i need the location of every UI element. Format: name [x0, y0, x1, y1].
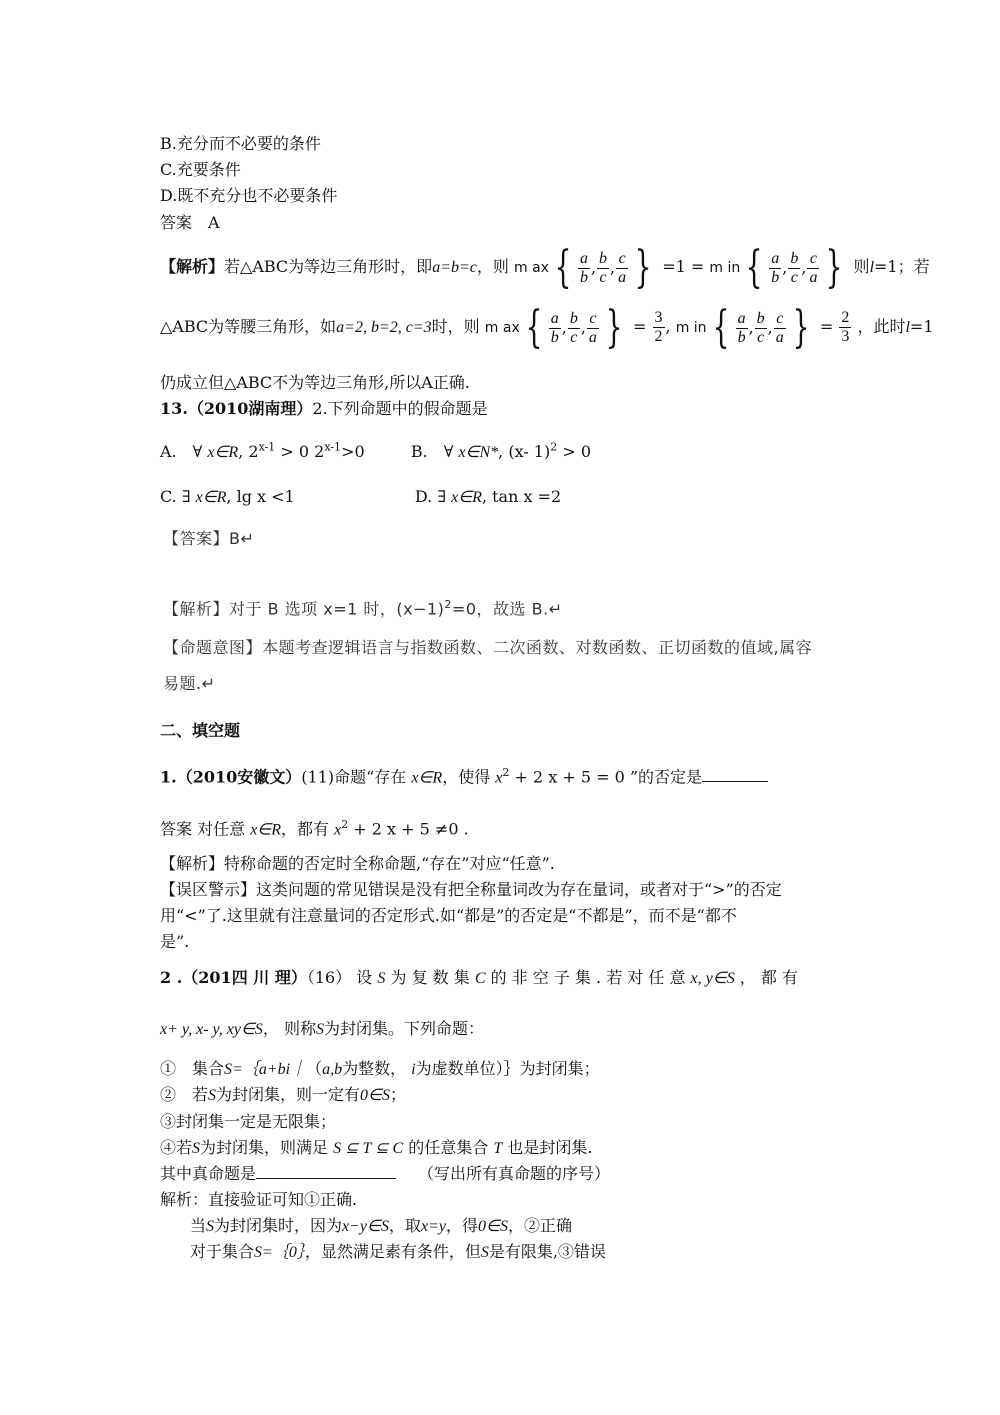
- min-expression: m in { $\frac{a}{b}$ , $\frac{b}{c}$ , $\frac{c}{a}$ }: [709, 242, 843, 293]
- analysis-line-1: 【解析】若△ABC为等边三角形时，即a=b=c，则 m ax { $\frac{a}{b}$ , $\frac{b}{c}$ , $\frac{c}{a}$ } =1 = m in { $\frac{a}{b}$ , $\frac{b}{c}$ , $\frac{c}{a}$ } 则l=1；若: [160, 242, 930, 293]
- max-expression-2: m ax { $\frac{a}{b}$ , $\frac{b}{c}$ , $\frac{c}{a}$ }: [484, 302, 623, 353]
- q13-option-c: C. ∃ x∈R, lg x <1: [160, 487, 295, 506]
- min-expression-2: m in { $\frac{a}{b}$ , $\frac{b}{c}$ , $\frac{c}{a}$ }: [675, 302, 810, 353]
- fill1-answer: 答案 对任意 x∈R，都有 $x^2 + 2$ x + 5 ≠0 .: [160, 818, 469, 839]
- fill2-line2: x+ y, x- y, xy∈S， 则称S为封闭集。下列命题：: [160, 1019, 485, 1038]
- fill2-prop-4: ④若S为封闭集，则满足 S ⊆ T ⊆ C 的任意集合 T 也是封闭集.: [160, 1138, 593, 1157]
- fill2-true-props: 其中真命题是 （写出所有真命题的序号）: [160, 1164, 611, 1183]
- q13-option-d: D. ∃ x∈R, tan x =2: [414, 487, 562, 506]
- max-expression: m ax { $\frac{a}{b}$ , $\frac{b}{c}$ , $\frac{c}{a}$ }: [514, 242, 652, 293]
- fill1-warn-2: 用“<”了.这里就有注意量词的否定形式.如“都是”的否定是“不都是”，而不是“都不: [160, 906, 737, 925]
- answer-line: 答案 A: [160, 213, 220, 232]
- fill2-prop-1: ① 集合S=｛a+bi｜（a,b为整数， i为虚数单位）｝为封闭集；: [160, 1059, 600, 1078]
- q13-options-cd: [160, 486, 561, 509]
- option-d: D.既不充分也不必要条件: [160, 186, 338, 205]
- q13-option-b: B. ∀ x∈N*, (x- 1)$^2$ > 0: [410, 441, 591, 462]
- q13-stem: 13.（2010湖南理）2.下列命题中的假命题是: [160, 399, 488, 418]
- fill2-solution-2: 当S为封闭集时，因为x−y∈S，取x=y，得0∈S，②正确: [190, 1216, 572, 1235]
- q13-options-ab: [160, 437, 591, 464]
- option-c: C.充要条件: [160, 160, 241, 179]
- fill2-solution-3: 对于集合S=｛0｝，显然满足素有条件，但S是有限集,③错误: [190, 1242, 606, 1261]
- analysis-line-3: 仍成立但△ABC不为等边三角形,所以A正确.: [160, 373, 470, 392]
- fill1-warn-3: 是”.: [160, 932, 190, 951]
- fill2-prop-3: ③封闭集一定是无限集；: [160, 1112, 337, 1131]
- fill1-stem: 1.（2010安徽文）(11)命题“存在 x∈R，使得 $x^2 + 2$ x + 5 = 0 ”的否定是: [160, 762, 768, 789]
- q13-intent-1: 【命题意图】本题考查逻辑语言与指数函数、二次函数、对数函数、正切函数的值域,属容: [163, 638, 813, 657]
- q13-analysis: 【解析】对于 B 选项 x=1 时，$(x-1)^2=0$，故选 B.↵: [163, 598, 563, 619]
- fill2-blank[interactable]: [256, 1178, 396, 1179]
- q13-option-a: A. ∀ x∈R, $2^{x-1} > 0$ $2^{x-1}>0$: [160, 441, 365, 462]
- fill1-warn-1: 【误区警示】这类问题的常见错误是没有把全称量词改为存在量词，或者对于“>”的否定: [160, 880, 782, 899]
- fill1-analysis: 【解析】特称命题的否定时全称命题,“存在”对应“任意”.: [160, 854, 555, 873]
- q13-answer: 【答案】B↵: [163, 529, 255, 548]
- analysis-line-2: △ABC为等腰三角形，如a=2, b=2, c=3时，则 m ax { $\frac{a}{b}$ , $\frac{b}{c}$ , $\frac{c}{a}$ } = $\frac{3}{2}$ , m in { $\frac{a}{b}$ , $\frac{b}{c}$ , $\frac{c}{a}$ } = $\frac{2}{3}$ ，此时l=1: [160, 302, 934, 353]
- option-b: B.充分而不必要的条件: [160, 134, 321, 153]
- fill2-solution: 解析：直接验证可知①正确.: [160, 1190, 358, 1209]
- fill2-stem: 2 .（201四 川 理）（16） 设 S 为 复 数 集 C 的 非 空 子 集 . 若 对 任 意 x, y∈S ， 都 有: [160, 968, 798, 987]
- section-heading: 二、填空题: [160, 721, 241, 740]
- fill1-blank[interactable]: [702, 781, 768, 782]
- fill2-prop-2: ② 若S为封闭集，则一定有0∈S；: [160, 1085, 406, 1104]
- q13-intent-2: 易题.↵: [163, 674, 216, 693]
- analysis-tag: 【解析】: [160, 257, 225, 276]
